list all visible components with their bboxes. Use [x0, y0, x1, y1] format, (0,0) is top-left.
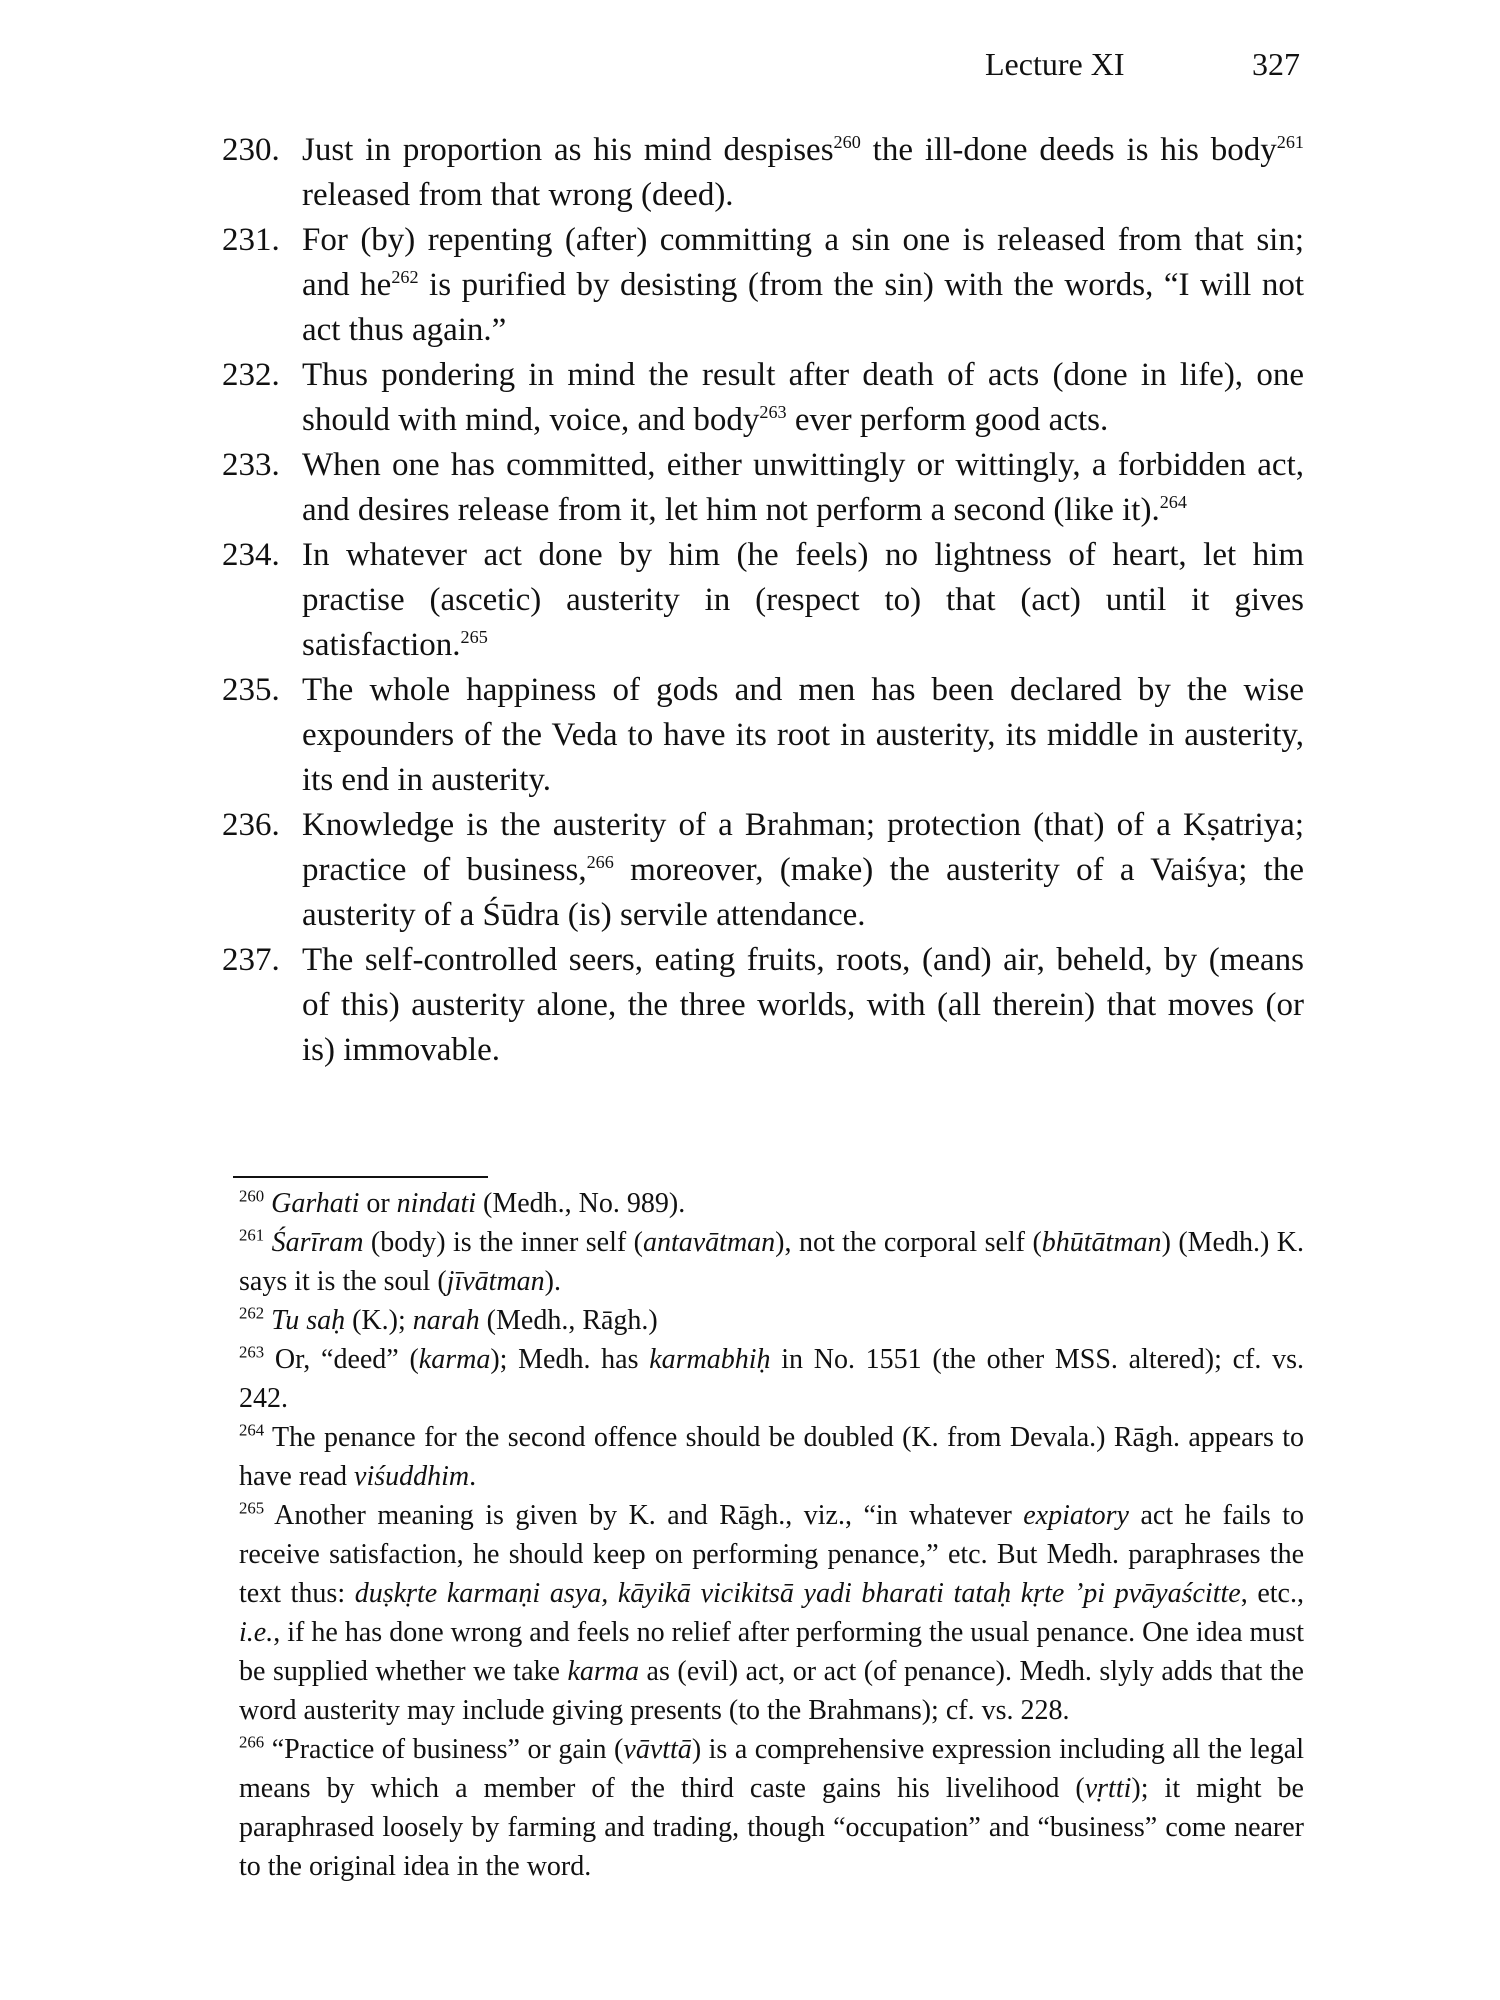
- running-header: [985, 46, 1300, 83]
- verse-text: Knowledge is the austerity of a Brahman; protection (that) of a Kṣatriya; practice of business,$^{266}$ moreover, (make) the austerity of a Vaiśya; the austerity of a Śūdra (is) servile attendance.: [302, 807, 1304, 933]
- running-title: Lecture XI: [985, 46, 1125, 82]
- page-number: 327: [1252, 46, 1300, 82]
- footnote: $^{265}$ Another meaning is given by K. and Rāgh., viz., “in whatever expiatory act he fails to receive satisfaction, he should keep on performing penance,” etc. But Medh. paraphrases the text thus: duṣkṛte karmaṇi asya, kāyikā vicikitsā yadi bharati tataḥ kṛte ’pi pvāyaścitte, etc., i.e., if he has done wrong and feels no relief after performing the usual penance. One idea must be supplied whether we take karma as (evil) act, or act (of penance). Medh. slyly adds that the word austerity may include giving presents (to the Brahmans); cf. vs. 228.: [239, 1498, 1304, 1726]
- verse-number: 234.: [222, 537, 280, 573]
- verse-list: [222, 128, 1304, 1073]
- verse-number: 231.: [222, 222, 280, 258]
- footnote-list: [239, 1184, 1304, 1886]
- verse-text: The self-controlled seers, eating fruits, roots, (and) air, beheld, by (means of this) austerity alone, the three worlds, with (all therein) that moves (or is) immovable.: [302, 942, 1304, 1068]
- verse-text: Just in proportion as his mind despises$^{260}$ the ill-done deeds is his body$^{261}$ released from that wrong (deed).: [302, 132, 1304, 213]
- footnote: $^{266}$ “Practice of business” or gain (vāvttā) is a comprehensive expression including all the legal means by which a member of the third caste gains his livelihood (vṛtti); it might be paraphrased loosely by farming and trading, though “occupation” and “business” come nearer to the original idea in the word.: [239, 1732, 1304, 1882]
- verse-number: 233.: [222, 447, 280, 483]
- verse-text: When one has committed, either unwittingly or wittingly, a forbidden act, and desires release from it, let him not perform a second (like it).$^{264}$: [302, 447, 1304, 528]
- verse-item: [222, 668, 1304, 803]
- verse-number: 235.: [222, 672, 280, 708]
- footnote: $^{261}$ Śarīram (body) is the inner self (antavātman), not the corporal self (bhūtātman) (Medh.) K. says it is the soul (jīvātman).: [239, 1225, 1304, 1297]
- verse-text: Thus pondering in mind the result after death of acts (done in life), one should with mind, voice, and body$^{263}$ ever perform good acts.: [302, 357, 1304, 438]
- verse-item: [222, 443, 1304, 533]
- verse-text: For (by) repenting (after) committing a sin one is released from that sin; and $he^{262}$ is purified by desisting (from the sin) with the words, “I will not act thus again.”: [302, 222, 1304, 348]
- verse-item: [222, 803, 1304, 938]
- footnote: $^{263}$ Or, “deed” (karma); Medh. has karmabhiḥ in No. 1551 (the other MSS. altered); cf. vs. 242.: [239, 1342, 1304, 1414]
- footnote: $^{264}$ The penance for the second offence should be doubled (K. from Devala.) Rāgh. appears to have read viśuddhim.: [239, 1420, 1304, 1492]
- verse-item: [222, 533, 1304, 668]
- verse-item: [222, 218, 1304, 353]
- verse-item: [222, 938, 1304, 1073]
- verse-number: 232.: [222, 357, 280, 393]
- verse-item: [222, 128, 1304, 218]
- footnote: $^{260}$ Garhati or nindati (Medh., No. 989).: [239, 1186, 686, 1219]
- verse-number: 230.: [222, 132, 280, 168]
- verse-number: 236.: [222, 807, 280, 843]
- verse-text: In whatever act done by him (he feels) no lightness of heart, let him practise (ascetic) austerity in (respect to) that (act) until it gives satisfaction.$^{265}$: [302, 537, 1304, 663]
- footnote-divider: [233, 1176, 488, 1178]
- verse-text: The whole happiness of gods and men has been declared by the wise expounders of the Veda to have its root in austerity, its middle in austerity, its end in austerity.: [302, 672, 1304, 798]
- verse-number: 237.: [222, 942, 280, 978]
- footnote: $^{262}$ Tu saḥ (K.); narah (Medh., Rāgh.): [239, 1303, 658, 1336]
- verse-item: [222, 353, 1304, 443]
